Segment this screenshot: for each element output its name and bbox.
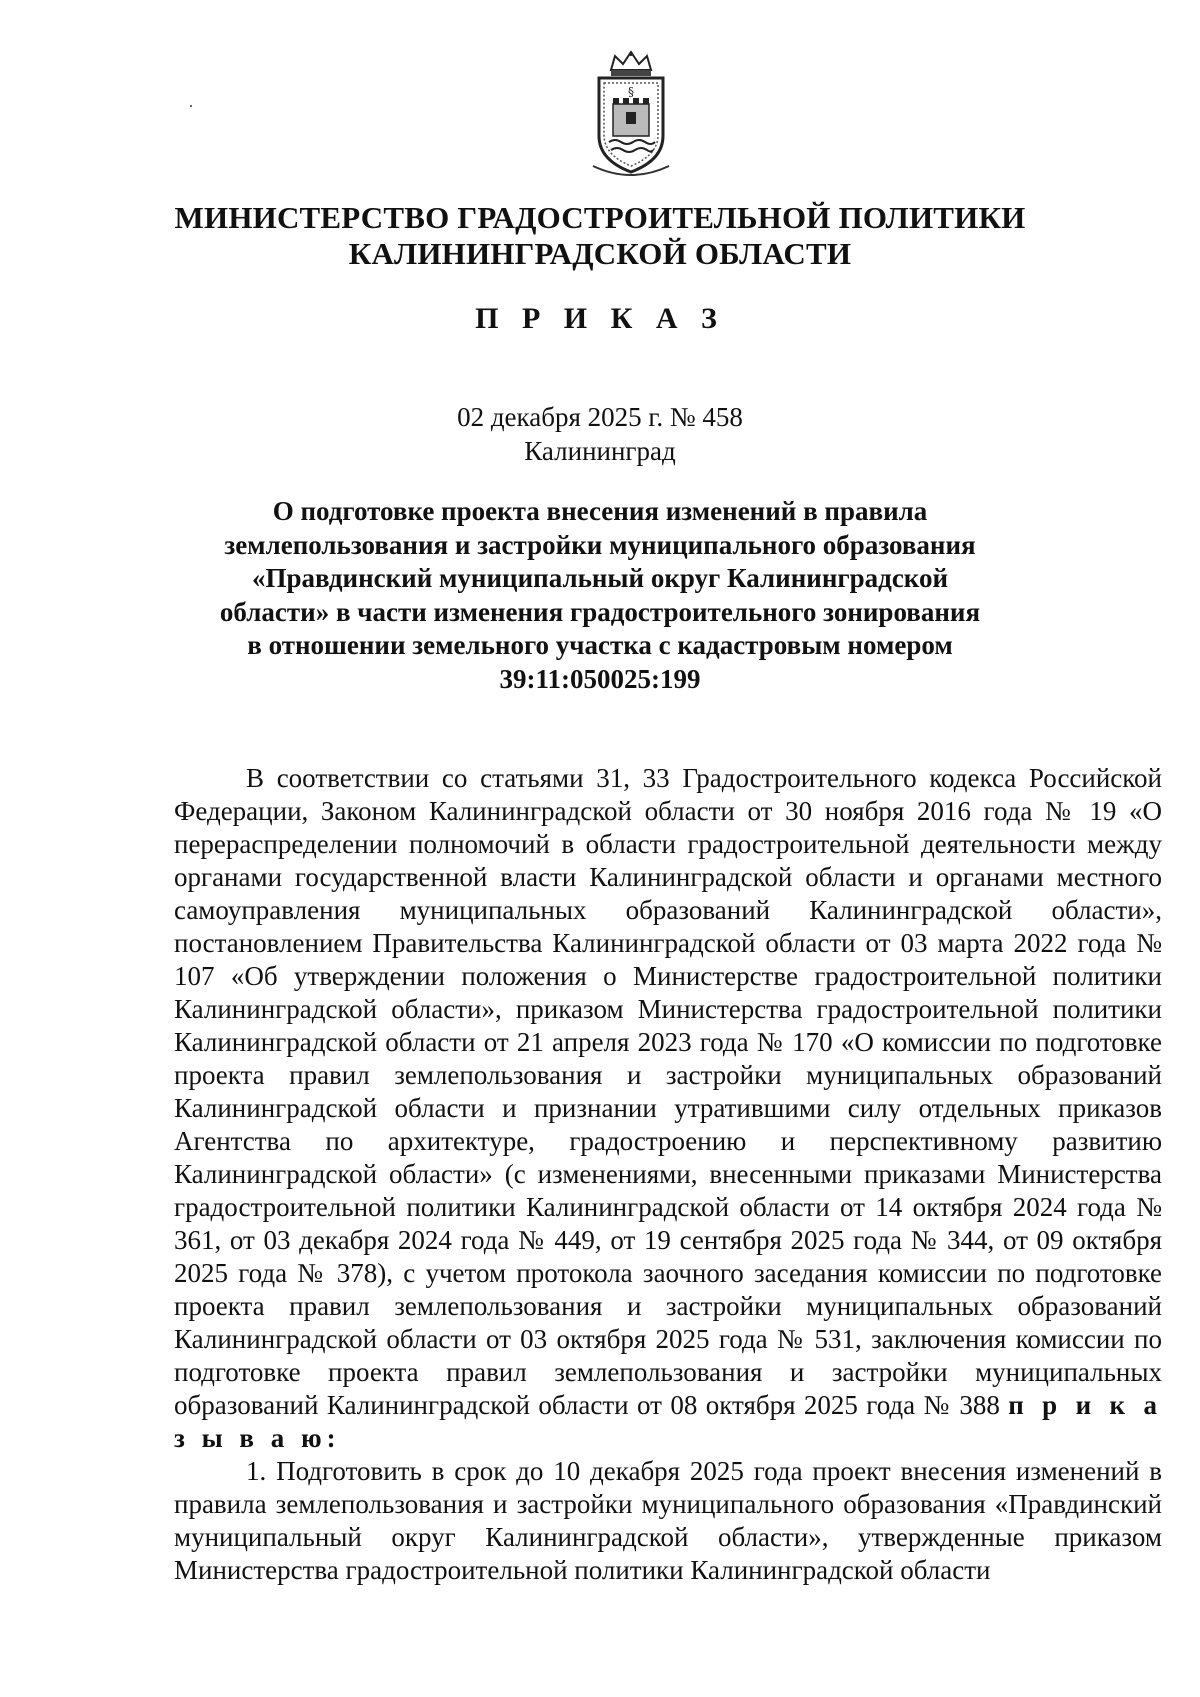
document-type: П Р И К А З — [475, 302, 725, 335]
order-subject: О подготовке проекта внесения изменений в правила землепользования и застройки муниципального образования «Правдинский муниципальный округ Калининградской области» в части изменения градостроительного зонирования в отношении земельного участка с кадастровым номером 39:11:050025:199 — [219, 496, 981, 694]
ministry-name — [150, 200, 1050, 272]
preamble-paragraph — [174, 762, 1162, 1455]
order-city: Калининград — [524, 436, 676, 466]
item-1-paragraph: 1. Подготовить в срок до 10 декабря 2025 года проект внесения изменений в правила землепользования и застройки муниципального образования «Правдинский муниципальный округ Калининградской области», утвержденные приказом Министерства градостроительной политики Калининградской области — [174, 1456, 1162, 1585]
order-body — [174, 762, 1162, 1587]
order-word: п р и к а з ы в а ю: — [174, 1390, 1162, 1453]
preamble-text: В соответствии со статьями 31, 33 Градостроительного кодекса Российской Федерации, Законом Калининградской области от 30 ноября 2016 года № 19 «О перераспределении полномочий в области градостроительной деятельности между органами государственной власти Калининградской области и органами местного самоуправления муниципальных образований Калининградской области», постановлением Правительства Калининградской области от 03 марта 2022 года № 107 «Об утверждении положения о Министерстве градостроительной политики Калининградской области», приказом Министерства градостроительной политики Калининградской области от 21 апреля 2023 года № 170 «О комиссии по подготовке проекта правил землепользования и застройки муниципальных образований Калининградской области и признании утратившими силу отдельных приказов Агентства по архитектуре, градостроению и перспективному развитию Калининградской области» (с изменениями, внесенными приказами Министерства градостроительной политики Калининградской области от 14 октября 2024 года № 361, от 03 декабря 2024 года № 449, от 19 сентября 2025 года № 344, от 09 октября 2025 года № 378), с учетом протокола заочного заседания комиссии по подготовке проекта правил землепользования и застройки муниципальных образований Калининградской области от 03 октября 2025 года № 531, заключения комиссии по подготовке проекта правил землепользования и застройки муниципальных образований Калининградской области от 08 октября 2025 года № 388 — [174, 763, 1162, 1420]
ministry-line-2: КАЛИНИНГРАДСКОЙ ОБЛАСТИ — [348, 236, 852, 271]
svg-text:§: § — [628, 85, 634, 99]
scan-artifact — [190, 105, 192, 107]
ministry-line-1: МИНИСТЕРСТВО ГРАДОСТРОИТЕЛЬНОЙ ПОЛИТИКИ — [174, 200, 1026, 235]
coat-of-arms-icon — [585, 48, 677, 178]
order-date-number: 02 декабря 2025 г. № 458 — [457, 402, 743, 432]
